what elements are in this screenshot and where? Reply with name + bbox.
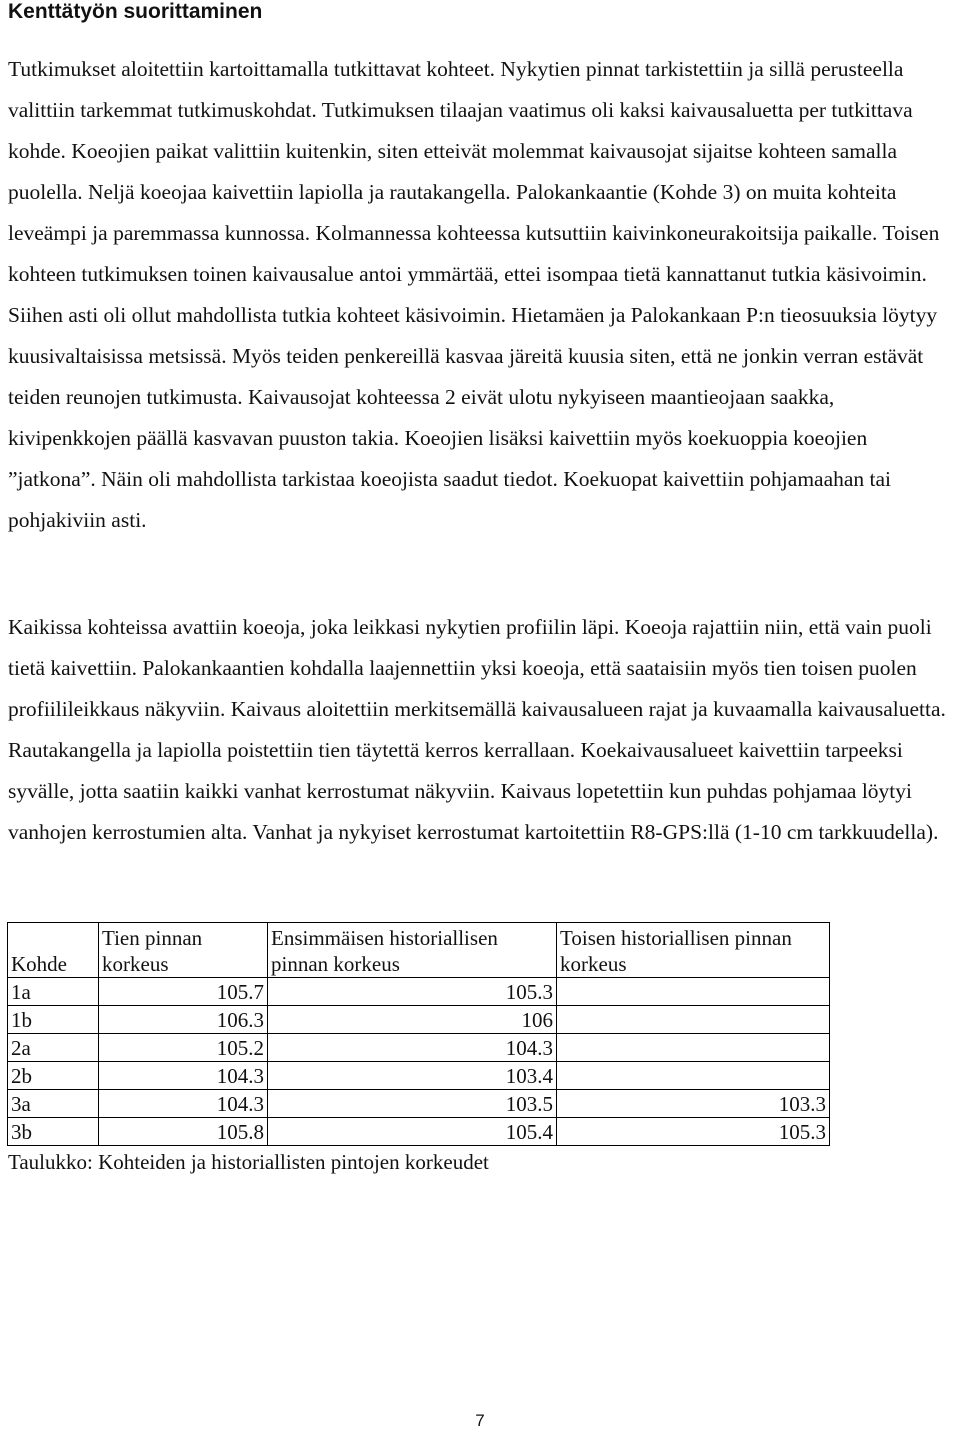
surface-heights-table (7, 922, 830, 1146)
page-number: 7 (475, 1411, 485, 1430)
cell-kohde: 1a (8, 978, 99, 1006)
table-row (8, 1118, 830, 1146)
cell-road-surface: 104.3 (99, 1062, 268, 1090)
header-road-surface: Tien pinnan korkeus (99, 923, 268, 978)
paragraph-fieldwork (8, 49, 958, 541)
header-kohde: Kohde (8, 923, 99, 978)
cell-second-historical (557, 1062, 830, 1090)
cell-road-surface: 104.3 (99, 1090, 268, 1118)
section-heading: Kenttätyön suorittaminen (8, 0, 263, 23)
cell-second-historical (557, 1006, 830, 1034)
paragraph-excavation (8, 607, 958, 853)
cell-first-historical: 104.3 (268, 1034, 557, 1062)
table-row (8, 1006, 830, 1034)
table-row (8, 1090, 830, 1118)
cell-road-surface: 105.7 (99, 978, 268, 1006)
header-first-historical: Ensimmäisen historiallisen pinnan korkeus (268, 923, 557, 978)
paragraph-fieldwork-text: Tutkimukset aloitettiin kartoittamalla tutkittavat kohteet. Nykytien pinnat tarkistettiin ja sillä perusteella valittiin tarkemmat tutkimuskohdat. Tutkimuksen tilaajan vaatimus oli kaksi kaivausaluetta per tutkittava kohde. Koeojien paikat valittiin kuitenkin, siten etteivät molemmat kaivausojat sijaitse kohteen samalla puolella. Neljä koeojaa kaivettiin lapiolla ja rautakangella. Palokankaantie (Kohde 3) on muita kohteita leveämpi ja paremmassa kunnossa. Kolmannessa kohteessa kutsuttiin kaivinkoneurakoitsija paikalle. Toisen kohteen tutkimuksen toinen kaivausalue antoi ymmärtää, ettei isompaa tietä kannattanut tutkia käsivoimin. Siihen asti oli ollut mahdollista tutkia kohteet käsivoimin. Hietamäen ja Palokankaan P:n tieosuuksia löytyy kuusivaltaisissa metsissä. Myös teiden penkereillä kasvaa järeitä kuusia siten, että ne jonkin verran estävät teiden reunojen tutkimusta. Kaivausojat kohteessa 2 eivät ulotu nykyiseen maantieojaan saakka, kivipenkkojen päällä kasvavan puuston takia. Koeojien lisäksi kaivettiin myös koekuoppia koeojien ”jatkona”. Näin oli mahdollista tarkistaa koeojista saadut tiedot. Koekuopat kaivettiin pohjamaahan tai pohjakiviin asti. (8, 57, 940, 532)
cell-kohde: 1b (8, 1006, 99, 1034)
cell-first-historical: 105.3 (268, 978, 557, 1006)
cell-road-surface: 105.2 (99, 1034, 268, 1062)
cell-kohde: 2a (8, 1034, 99, 1062)
cell-kohde: 3a (8, 1090, 99, 1118)
cell-second-historical (557, 978, 830, 1006)
cell-road-surface: 105.8 (99, 1118, 268, 1146)
paragraph-excavation-text: Kaikissa kohteissa avattiin koeoja, joka leikkasi nykytien profiilin läpi. Koeoja rajattiin niin, että vain puoli tietä kaivettiin. Palokankaantien kohdalla laajennettiin yksi koeoja, että saataisiin myös tien toisen puolen profiilileikkaus näkyviin. Kaivaus aloitettiin merkitsemällä kaivausalueen rajat ja kuvaamalla kaivausaluetta. Rautakangella ja lapiolla poistettiin tien täytettä kerros kerrallaan. Koekaivausalueet kaivettiin tarpeeksi syvälle, jotta saatiin kaikki vanhat kerrostumat näkyviin. Kaivaus lopetettiin kun puhdas pohjamaa löytyi vanhojen kerrostumien alta. Vanhat ja nykyiset kerrostumat kartoitettiin R8-GPS:llä (1-10 cm tarkkuudella). (8, 615, 946, 844)
table-row (8, 1034, 830, 1062)
table-row (8, 1062, 830, 1090)
cell-road-surface: 106.3 (99, 1006, 268, 1034)
table-caption: Taulukko: Kohteiden ja historiallisten pintojen korkeudet (8, 1150, 489, 1174)
cell-second-historical: 105.3 (557, 1118, 830, 1146)
table-row (8, 978, 830, 1006)
table-header-row (8, 923, 830, 978)
cell-kohde: 3b (8, 1118, 99, 1146)
header-second-historical: Toisen historiallisen pinnan korkeus (557, 923, 830, 978)
cell-second-historical (557, 1034, 830, 1062)
cell-kohde: 2b (8, 1062, 99, 1090)
cell-first-historical: 103.5 (268, 1090, 557, 1118)
cell-first-historical: 106 (268, 1006, 557, 1034)
cell-first-historical: 103.4 (268, 1062, 557, 1090)
cell-second-historical: 103.3 (557, 1090, 830, 1118)
cell-first-historical: 105.4 (268, 1118, 557, 1146)
